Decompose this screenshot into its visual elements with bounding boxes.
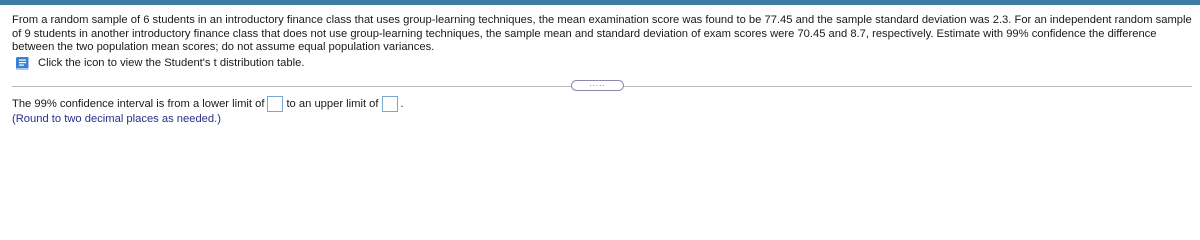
- top-accent-bar: [0, 0, 1200, 5]
- answer-suffix: .: [400, 98, 404, 110]
- question-text: From a random sample of 6 students in an introductory finance class that uses group-learning techniques, the mean examination score was found to be 77.45 and the sample standard deviation was 2.3. For an independent random sample of 9 students in another introductory finance class that does not use group-learning techniques, the sample mean and standard deviation of exam scores were 70.45 and 8.7, respectively. Estimate with 99% confidence the difference between the two population mean scores; do not assume equal population variances.: [12, 14, 1192, 54]
- lower-limit-input[interactable]: [267, 96, 283, 112]
- expand-button[interactable]: [571, 80, 624, 91]
- upper-limit-input[interactable]: [382, 96, 398, 112]
- rounding-hint: (Round to two decimal places as needed.): [12, 113, 221, 125]
- t-table-link-label[interactable]: Click the icon to view the Student's t distribution table.: [38, 57, 305, 69]
- t-table-link[interactable]: [14, 55, 304, 71]
- expand-button-dots: .....: [589, 79, 606, 88]
- answer-middle: to an upper limit of: [286, 98, 379, 110]
- answer-row: [12, 94, 404, 114]
- answer-prefix: The 99% confidence interval is from a lower limit of: [12, 98, 265, 110]
- book-icon[interactable]: [14, 56, 31, 71]
